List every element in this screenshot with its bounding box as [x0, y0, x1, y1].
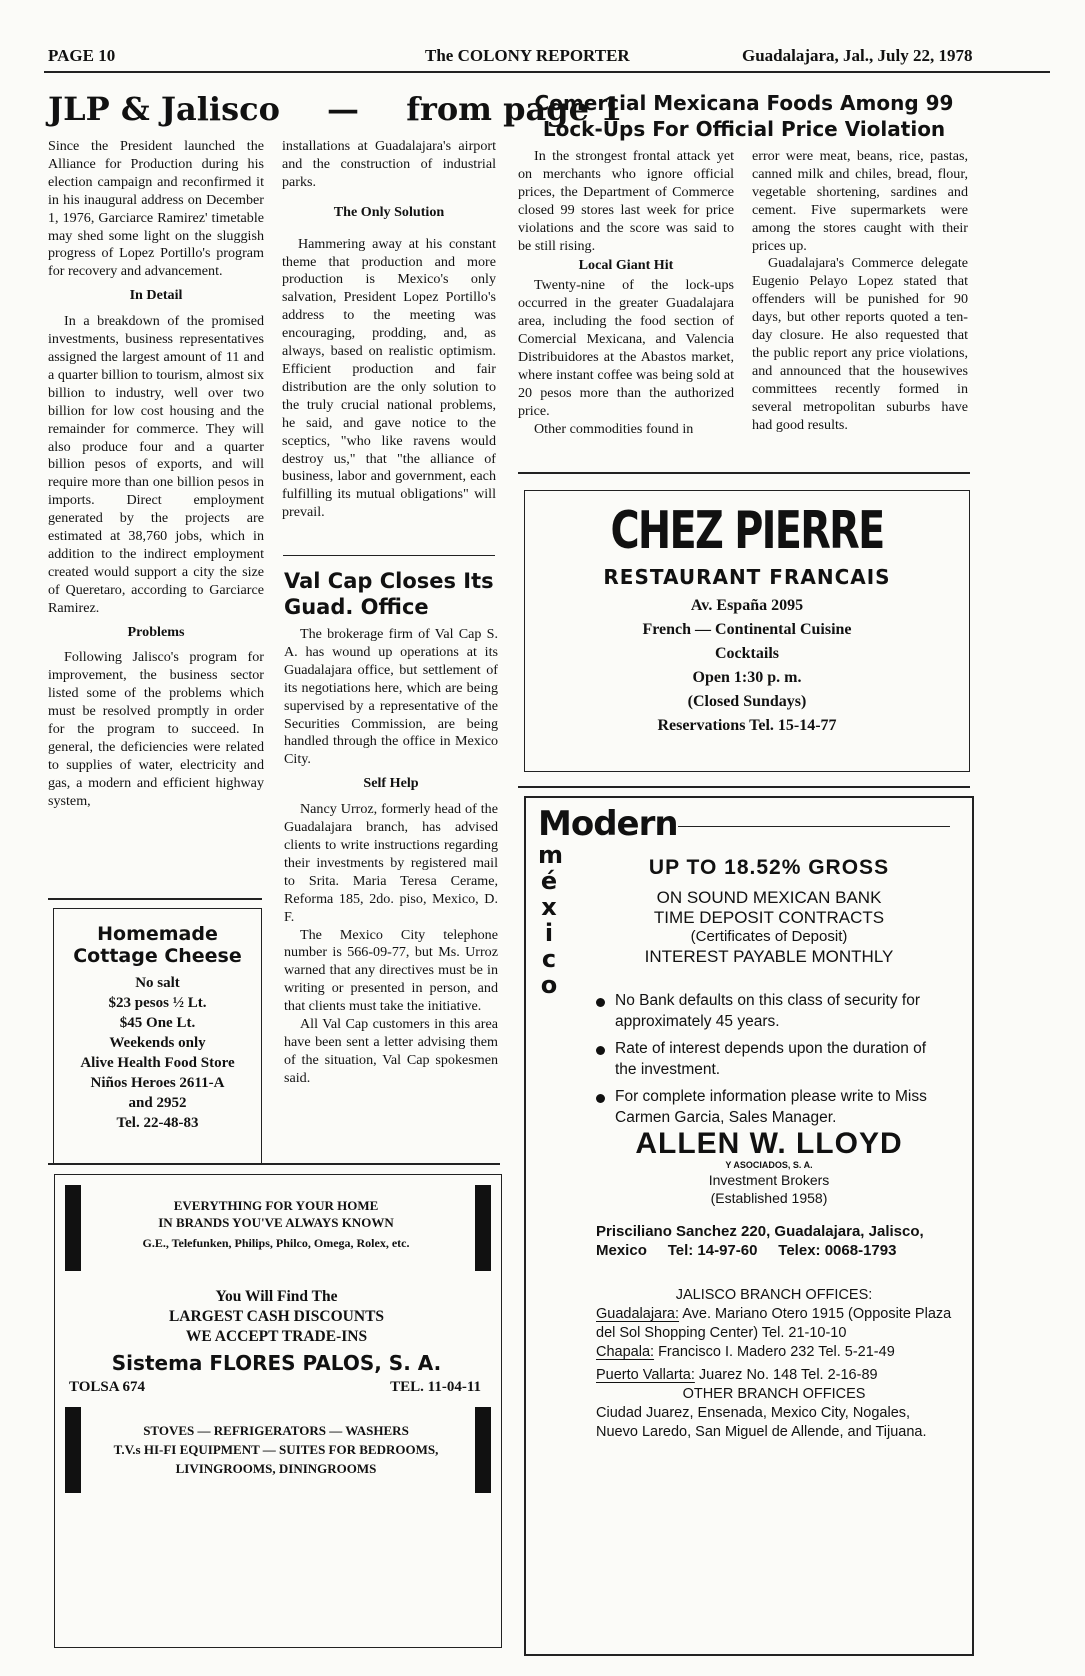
jlp-headline-dash: —	[327, 90, 360, 128]
flores-middle	[55, 1287, 498, 1347]
jlp-paragraph: Since the President launched the Alliance for Production during his election campaign and reconfirmed it in his inaugural address on December 1, 1976, Garciarce Ramirez' timetable may shed some light on the sluggish progress of Lopez Portillo's program for recovery and advancement.	[48, 138, 264, 280]
lloyd-bullet-text: No Bank defaults on this class of security for approximately 45 years.	[615, 992, 920, 1030]
bullet-icon	[596, 1094, 605, 1103]
cheese-line: and 2952	[128, 1095, 187, 1111]
lloyd-address-line-1: Prisciliano Sanchez 220, Guadalajara, Jalisco,	[596, 1223, 924, 1240]
lloyd-firm-sub: Y ASOCIADOS, S. A.	[725, 1160, 813, 1170]
flores-banner-1-line-1: EVERYTHING FOR YOUR HOME	[173, 1198, 379, 1213]
page-number: PAGE 10	[48, 46, 116, 65]
chez-pierre-address: Av. España 2095	[690, 597, 804, 614]
allen-lloyd-ad	[524, 796, 974, 1656]
lloyd-bullet	[596, 1038, 942, 1080]
chez-pierre-closed: (Closed Sundays)	[687, 693, 807, 710]
cheese-line: No salt	[135, 975, 180, 991]
jlp-column-1	[48, 138, 264, 811]
jlp-subhead-detail: In Detail	[129, 287, 183, 304]
jlp-paragraph: Hammering away at his constant theme that production and more production is Mexico's only salvation, President Lopez Portillo's address to the meeting was encouraging, prodding, and, as always, based on realistic optimism. Efficient production and fair distribution are the only solution to the truly crucial national problems, he said, and gave notice to the sceptics, "who like ravens would destroy us," that "the alliance of business, labor and government, each fulfilling its mutual obligations" will prevail.	[282, 235, 496, 521]
logo-modern: Modern	[538, 804, 678, 844]
comercial-subhead-local-giant: Local Giant Hit	[578, 257, 674, 274]
lloyd-branches-title: JALISCO BRANCH OFFICES:	[675, 1287, 873, 1303]
chez-pierre-ad	[524, 490, 970, 772]
comercial-paragraph: In the strongest frontal attack yet on merchants who ignore official prices, the Department of Commerce closed 99 stores last week for price violations and the score was said to be still rising.	[518, 148, 734, 254]
flores-banner-1	[85, 1197, 467, 1252]
lloyd-firm-name: ALLEN W. LLOYD	[635, 1127, 903, 1160]
jlp-paragraph: In a breakdown of the promised investments, business representatives assigned the largest amount of 11 and a quarter billion to tourism, almost six billion to industry, well over two billion for low cost housing and the remainder for commerce. They will also produce four and a quarter billion pesos of exports, and will require more than one billion pesos in imports. Direct employment generated by the projects are estimated at 38,760 jobs, which in addition to the indirect employment created would support a city the size of Queretaro, according to Garciarce Ramirez.	[48, 313, 264, 616]
branch-text: Francisco I. Madero 232 Tel. 5-21-49	[658, 1344, 895, 1360]
flores-name: Sistema FLORES PALOS, S. A.	[111, 1351, 442, 1375]
flores-banner-2-line-1: STOVES — REFRIGERATORS — WASHERS	[143, 1423, 409, 1438]
flores-banner-1-line-2: IN BRANDS YOU'VE ALWAYS KNOWN	[158, 1215, 394, 1230]
chez-pierre-cocktails: Cocktails	[715, 645, 779, 662]
logo-mexico-vertical: méxico	[538, 841, 564, 999]
comercial-headline: Comercial Mexicana Foods Among 99 Lock-Ups For Official Price Violation	[534, 91, 954, 141]
section-rule	[48, 898, 262, 900]
chez-pierre-reservations: Reservations Tel. 15-14-77	[657, 717, 837, 734]
logo-rule	[678, 826, 950, 827]
cheese-line: Niños Heroes 2611-A	[90, 1075, 225, 1091]
lloyd-offer	[586, 856, 952, 967]
cheese-line: Weekends only	[109, 1035, 206, 1051]
comercial-paragraph: error were meat, beans, rice, pastas, canned milk and chiles, bread, flour, vegetable shortening, sardines and cement. Five supermarkets were among the stores caught with their prices up.	[752, 148, 968, 254]
valcap-paragraph: Nancy Urroz, formerly head of the Guadalajara branch, has advised clients to write instructions regarding their investments by registered mail to Srita. Maria Teresa Cerame, Reforma 185, 2do. piso, Mexico, D. F.	[284, 801, 498, 925]
branch-label: Puerto Vallarta:	[596, 1367, 695, 1383]
lloyd-branch-vallarta	[596, 1366, 952, 1385]
lloyd-established: (Established 1958)	[710, 1190, 828, 1206]
cheese-title-1: Homemade	[97, 923, 218, 945]
lloyd-line-4: INTEREST PAYABLE MONTHLY	[644, 947, 894, 966]
flores-banner-1-line-3: G.E., Telefunken, Philips, Philco, Omega, Rolex, etc.	[142, 1236, 410, 1250]
flores-trade-ins: WE ACCEPT TRADE-INS	[185, 1328, 368, 1345]
banner-bracket-left	[65, 1407, 81, 1493]
flores-discounts: LARGEST CASH DISCOUNTS	[168, 1308, 385, 1325]
comercial-column-1	[518, 148, 734, 439]
flores-address: TOLSA 674	[69, 1379, 146, 1395]
lloyd-line-1: ON SOUND MEXICAN BANK	[656, 888, 882, 907]
cheese-line: $45 One Lt.	[119, 1015, 196, 1031]
chez-pierre-tagline: RESTAURANT FRANCAIS	[603, 565, 891, 589]
lloyd-branches	[596, 1286, 952, 1442]
jlp-headline	[48, 90, 623, 134]
branch-text: Ave. Mariano Otero 1915 (Opposite Plaza del Sol Shopping Center) Tel. 21-10-10	[596, 1306, 952, 1341]
cheese-line: $23 pesos ½ Lt.	[108, 995, 207, 1011]
comercial-column-2	[752, 148, 968, 435]
cheese-title-2: Cottage Cheese	[73, 945, 242, 967]
cheese-line: Tel. 22-48-83	[116, 1115, 199, 1131]
jlp-column-2	[282, 138, 496, 522]
comercial-paragraph: Twenty-nine of the lock-ups occurred in the greater Guadalajara area, including the food section of Comercial Mexicana, and Valencia Distribuidores at the Abastos market, where instant coffee was being sold at 20 pesos more than the authorized price.	[518, 277, 734, 419]
flores-phone: TEL. 11-04-11	[390, 1379, 481, 1395]
lloyd-headline: UP TO 18.52% GROSS	[648, 856, 890, 879]
lloyd-bullets	[596, 990, 942, 1134]
column-divider	[283, 555, 495, 556]
chez-pierre-name: CHEZ PIERRE	[610, 501, 884, 561]
valcap-headline: Val Cap Closes Its Guad. Office	[284, 569, 494, 619]
lloyd-brokers: Investment Brokers	[708, 1172, 830, 1188]
cheese-line: Alive Health Food Store	[80, 1055, 235, 1071]
chez-pierre-hours: Open 1:30 p. m.	[692, 669, 802, 686]
newspaper-name: The COLONY REPORTER	[425, 46, 630, 65]
jlp-subhead-only-solution: The Only Solution	[333, 203, 445, 220]
jlp-subhead-problems: Problems	[127, 623, 185, 640]
banner-bracket-right	[475, 1407, 491, 1493]
masthead-rule	[44, 71, 1050, 73]
banner-bracket-left	[65, 1185, 81, 1271]
bullet-icon	[596, 998, 605, 1007]
jlp-paragraph: installations at Guadalajara's airport and the construction of industrial parks.	[282, 138, 496, 190]
dateline: Guadalajara, Jal., July 22, 1978	[742, 46, 973, 65]
lloyd-bullet-text: Rate of interest depends upon the duration of the investment.	[615, 1040, 927, 1078]
cottage-cheese-ad	[53, 908, 262, 1164]
banner-bracket-right	[475, 1185, 491, 1271]
flores-banner-2-line-2: T.V.s HI-FI EQUIPMENT — SUITES FOR BEDROOMS, LIVINGROOMS, DININGROOMS	[113, 1442, 439, 1476]
lloyd-line-3: (Certificates of Deposit)	[690, 928, 848, 945]
jlp-paragraph: Following Jalisco's program for improvement, the business sector listed some of the problems which must be resolved promptly in order for the program to succeed. In general, the deficiencies were related to supplies of water, electricity and gas, a modern and efficient highway system,	[48, 649, 264, 809]
flores-banner-2	[85, 1421, 467, 1478]
valcap-paragraph: The Mexico City telephone number is 566-09-77, but Ms. Urroz warned that any directives must be in writing or presented in person, and that clients must take the initiative.	[284, 926, 498, 1015]
valcap-paragraph: The brokerage firm of Val Cap S. A. has wound up operations at its Guadalajara office, but settlement of its negotiations here, which are being supervised by a representative of the Securities Commission, are being handled through the office in Mexico City.	[284, 626, 498, 768]
lloyd-firm-block	[586, 1128, 952, 1206]
valcap-article	[284, 626, 498, 1088]
comercial-paragraph: Other commodities found in	[534, 420, 694, 437]
lloyd-bullet-text: For complete information please write to Miss Carmen Garcia, Sales Manager.	[615, 1088, 927, 1126]
flores-palos-ad	[54, 1174, 502, 1648]
lloyd-address	[596, 1222, 952, 1260]
flores-find: You Will Find The	[215, 1288, 338, 1305]
lloyd-branch-guadalajara	[596, 1305, 952, 1343]
section-rule	[518, 786, 970, 788]
branch-text: Juarez No. 148 Tel. 2-16-89	[698, 1367, 878, 1383]
lloyd-line-2: TIME DEPOSIT CONTRACTS	[653, 908, 885, 927]
branch-label: Guadalajara:	[596, 1306, 680, 1322]
lloyd-address-line-2: Mexico Tel: 14-97-60 Telex: 0068-1793	[596, 1242, 897, 1259]
bullet-icon	[596, 1046, 605, 1055]
jlp-headline-left: JLP & Jalisco	[48, 90, 280, 128]
chez-pierre-cuisine: French — Continental Cuisine	[642, 621, 852, 638]
valcap-paragraph: All Val Cap customers in this area have been sent a letter advising them of the situation, Val Cap spokesmen said.	[284, 1016, 498, 1086]
valcap-subhead-self-help: Self Help	[363, 775, 419, 792]
section-rule	[518, 472, 970, 474]
lloyd-branch-chapala	[596, 1343, 952, 1362]
lloyd-bullet	[596, 1086, 942, 1128]
lloyd-other-title: OTHER BRANCH OFFICES	[682, 1386, 866, 1402]
lloyd-bullet	[596, 990, 942, 1032]
lloyd-other-text: Ciudad Juarez, Ensenada, Mexico City, Nogales, Nuevo Laredo, San Miguel de Allende, and Tijuana.	[596, 1405, 927, 1440]
branch-label: Chapala:	[596, 1344, 655, 1360]
comercial-paragraph: Guadalajara's Commerce delegate Eugenio Pelayo Lopez stated that offenders will be punished for 90 days, but other reports quoted a ten-day closure. He also requested that the public report any price violations, and announced that the housewives committees recently formed in several metropolitan suburbs have had good results.	[752, 255, 968, 433]
jlp-headline-right: from page 1	[406, 90, 623, 128]
section-rule	[48, 1163, 500, 1165]
